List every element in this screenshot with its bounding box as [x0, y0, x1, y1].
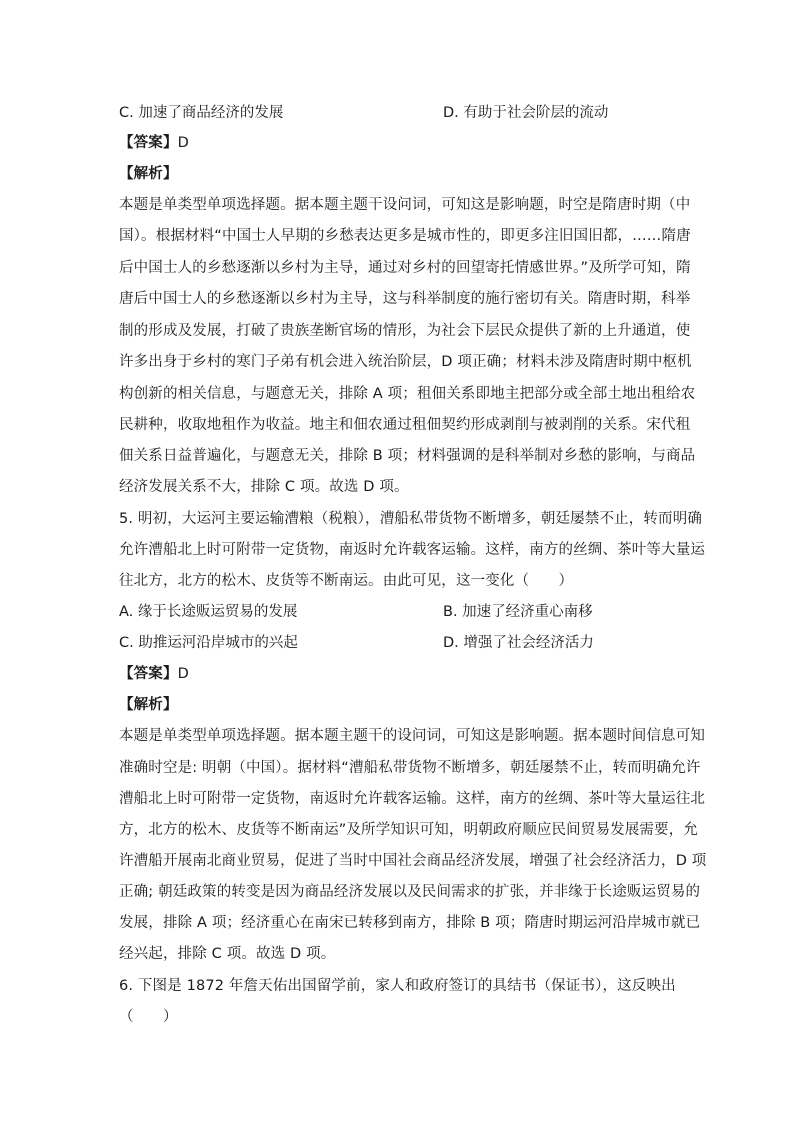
q5-option-a: A. 缘于长途贩运贸易的发展 — [119, 604, 298, 620]
q5-stem-line: 允许漕船北上时可附带一定货物，南返时允许载客运输。这样，南方的丝绸、茶叶等大量运 — [119, 542, 705, 558]
q5-analysis-line: 正确; 朝廷政策的转变是因为商品经济发展以及民间需求的扩张，并非缘于长途贩运贸易的 — [119, 884, 701, 900]
q5-analysis-line: 经兴起，排除 C 项。故选 D 项。 — [119, 946, 336, 962]
q5-analysis-line: 发展，排除 A 项；经济重心在南宋已转移到南方，排除 B 项；隋唐时期运河沿岸城市就已 — [119, 915, 701, 931]
answer-label: 【答案】 — [119, 666, 178, 682]
q6-stem-line: （ ） — [119, 1009, 178, 1025]
answer-label: 【答案】 — [119, 135, 178, 151]
q5-analysis-line: 本题是单类型单项选择题。据本题主题干的设问词，可知这是影响题。据本题时间信息可知 — [119, 728, 705, 744]
q4-analysis-line: 佃关系日益普遍化，与题意无关，排除 B 项；材料强调的是科举制对乡愁的影响，与商品 — [119, 448, 696, 464]
q4-analysis-line: 国）。根据材料“中国士人早期的乡愁表达更多是城市性的，即更多注旧国旧都，……隋唐 — [119, 228, 691, 244]
q4-analysis-line: 本题是单类型单项选择题。据本题主题干设问词，可知这是影响题，时空是隋唐时期（中 — [119, 197, 691, 213]
q4-analysis-line: 许多出身于乡村的寒门子弟有机会进入统治阶层，D 项正确；材料未涉及隋唐时期中枢机 — [119, 354, 692, 370]
answer-value: D — [177, 666, 189, 682]
q5-answer — [119, 664, 189, 684]
answer-value: D — [177, 135, 189, 151]
q5-stem-line: 5. 明初，大运河主要运输漕粮（税粮），漕船私带货物不断增多，朝廷屡禁不止，转而明确 — [119, 511, 702, 527]
q5-analysis-line: 漕船北上时可附带一定货物，南返时允许载客运输。这样，南方的丝绸、茶叶等大量运往北 — [119, 791, 705, 807]
q4-analysis-label: 【解析】 — [119, 166, 178, 182]
q5-analysis-line: 方，北方的松木、皮货等不断南运”及所学知识可知，明朝政府顺应民间贸易发展需要，允 — [119, 822, 699, 838]
q4-analysis-line: 经济发展关系不大，排除 C 项。故选 D 项。 — [119, 479, 409, 495]
q5-option-d: D. 增强了社会经济活力 — [443, 635, 594, 651]
q4-option-d: D. 有助于社会阶层的流动 — [443, 105, 609, 121]
q4-analysis-line: 民耕种，收取地租作为收益。地主和佃农通过租佃契约形成剥削与被剥削的关系。宋代租 — [119, 417, 691, 433]
q5-analysis-label: 【解析】 — [119, 697, 178, 713]
q4-analysis-line: 构创新的相关信息，与题意无关，排除 A 项；租佃关系即地主把部分或全部土地出租给农 — [119, 386, 696, 402]
q5-stem-line: 往北方，北方的松木、皮货等不断南运。由此可见，这一变化（ ） — [119, 573, 574, 589]
q6-stem-line: 6. 下图是 1872 年詹天佑出国留学前，家人和政府签订的具结书（保证书），这反映出 — [119, 978, 676, 994]
q4-answer — [119, 133, 189, 153]
q5-analysis-line: 准确时空是: 明朝（中国）。据材料“漕船私带货物不断增多，朝廷屡禁不止，转而明确允许 — [119, 760, 701, 776]
q4-analysis-line: 后中国士人的乡愁逐渐以乡村为主导，通过对乡村的回望寄托情感世界。”及所学可知，隋 — [119, 260, 691, 276]
q4-option-c: C. 加速了商品经济的发展 — [119, 105, 284, 121]
q5-option-b: B. 加速了经济重心南移 — [443, 604, 593, 620]
q5-option-c: C. 助推运河沿岸城市的兴起 — [119, 635, 298, 651]
q5-analysis-line: 许漕船开展南北商业贸易，促进了当时中国社会商品经济发展，增强了社会经济活力，D 项 — [119, 853, 707, 869]
q4-analysis-line: 制的形成及发展，打破了贵族垄断官场的情形，为社会下层民众提供了新的上升通道，使 — [119, 323, 691, 339]
q4-analysis-line: 唐后中国士人的乡愁逐渐以乡村为主导，这与科举制度的施行密切有关。隋唐时期，科举 — [119, 291, 691, 307]
